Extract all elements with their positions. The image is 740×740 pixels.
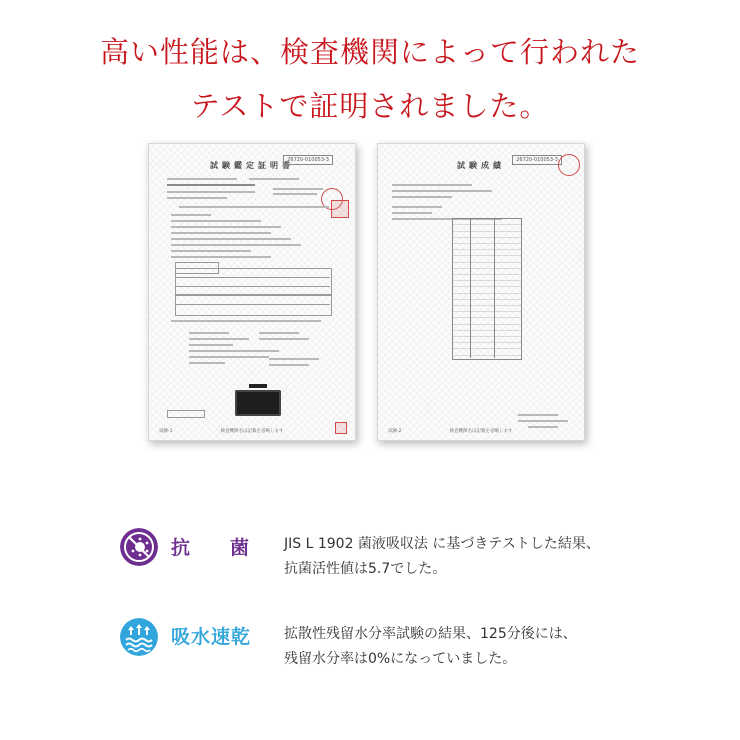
fabric-sample xyxy=(235,390,281,416)
certificate-footer: 検査機関名は記載を省略します xyxy=(220,429,284,434)
quick-dry-title: 吸水速乾 xyxy=(171,626,252,648)
certificate-id: 26720-010053-3 xyxy=(283,155,333,165)
quick-dry-line-1: 拡散性残留水分率試験の結果、125分後には、 xyxy=(284,626,577,642)
headline-line-1: 高い性能は、検査機関によって行われた xyxy=(99,35,640,69)
certificate-page-label: 試験-1 xyxy=(159,429,173,434)
results-page-label: 試験-2 xyxy=(388,429,402,434)
square-stamp xyxy=(331,200,349,218)
quick-dry-line-2: 残留水分率は0%になっていました。 xyxy=(284,651,517,667)
seal-stamp-2 xyxy=(558,154,580,176)
certificate-title: 試験鑑定証明書 xyxy=(210,161,294,170)
quick-dry-description xyxy=(284,622,577,672)
antibacterial-line-2: 抗菌活性値は5.7でした。 xyxy=(284,561,447,577)
results-document xyxy=(377,143,585,441)
results-footer: 検査機関名は記載を省略します xyxy=(449,429,513,434)
antibacterial-icon xyxy=(120,528,158,566)
sample-label xyxy=(249,384,267,388)
quick-dry-icon xyxy=(120,618,158,656)
headline-line-2: テストで証明されました。 xyxy=(190,89,550,123)
certificate-document xyxy=(148,143,356,441)
results-title: 試験成績 xyxy=(457,161,505,170)
antibacterial-description xyxy=(284,532,600,582)
results-id: 26720-010053-3 xyxy=(512,155,562,165)
antibacterial-line-1: JIS L 1902 菌液吸収法 に基づきテストした結果、 xyxy=(284,536,600,552)
antibacterial-title: 抗菌 xyxy=(171,537,290,559)
results-table xyxy=(452,218,522,360)
